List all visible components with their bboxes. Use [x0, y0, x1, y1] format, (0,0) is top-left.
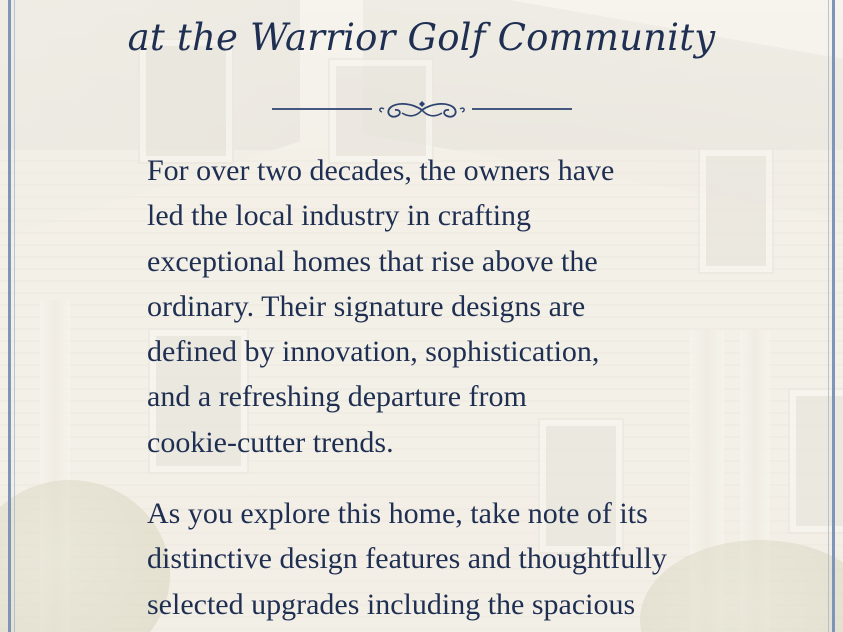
explore-paragraph [147, 491, 727, 627]
paragraph-line: cookie-cutter trends. [147, 425, 394, 459]
paragraph-line: defined by innovation, sophistication, [147, 335, 600, 369]
paragraph-line: exceptional homes that rise above the [147, 244, 598, 278]
paragraph-line: ordinary. Their signature designs are [147, 289, 586, 323]
paragraph-line: For over two decades, the owners have [147, 154, 615, 187]
paragraph-line: and a refreshing departure from [147, 380, 527, 414]
flourish-ornament-icon [272, 94, 572, 124]
paragraph-line: selected upgrades including the spacious [147, 587, 636, 621]
page-heading: at the Warrior Golf Community [127, 16, 716, 59]
paragraph-line: As you explore this home, take note of its [147, 497, 648, 530]
paragraph-line: led the local industry in crafting [147, 199, 532, 233]
intro-paragraph [147, 148, 727, 465]
paragraph-line: distinctive design features and thoughtfully [147, 542, 667, 576]
